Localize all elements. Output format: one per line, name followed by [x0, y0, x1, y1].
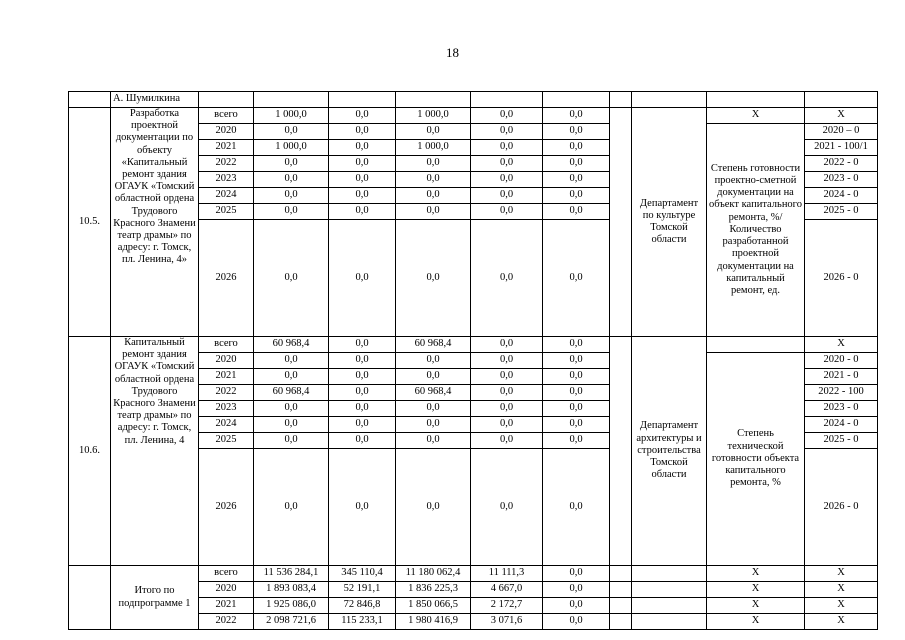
indicator-value: 2026 - 0	[805, 449, 878, 566]
empty-cell	[610, 614, 632, 630]
value-regional: 1 000,0	[396, 108, 471, 124]
year-cell: 2021	[199, 140, 254, 156]
value-federal: 0,0	[329, 401, 396, 417]
cell-name: А. Шумилкина	[111, 92, 199, 108]
indicator-value: 2022 - 0	[805, 156, 878, 172]
value-local: 3 071,6	[471, 614, 543, 630]
value-regional: 0,0	[396, 156, 471, 172]
value-other: 0,0	[543, 172, 610, 188]
empty-cell	[610, 108, 632, 337]
value-regional: 11 180 062,4	[396, 566, 471, 582]
value-total: 0,0	[254, 156, 329, 172]
year-cell: всего	[199, 566, 254, 582]
value-other: 0,0	[543, 401, 610, 417]
value-local: 0,0	[471, 108, 543, 124]
value-local: 0,0	[471, 124, 543, 140]
value-federal: 0,0	[329, 337, 396, 353]
table-row	[69, 337, 878, 353]
section-number: 10.6.	[69, 337, 111, 566]
indicator-x: Х	[707, 566, 805, 582]
indicator-value: 2021 - 0	[805, 369, 878, 385]
table-row-total	[69, 566, 878, 582]
value-total: 60 968,4	[254, 385, 329, 401]
value-other: 0,0	[543, 140, 610, 156]
value-regional: 0,0	[396, 204, 471, 220]
indicator-name: Степень технической готовности объекта капитального ремонта, %	[707, 353, 805, 566]
indicator-x: Х	[707, 614, 805, 630]
year-cell: 2022	[199, 385, 254, 401]
value-federal: 0,0	[329, 353, 396, 369]
indicator-value: Х	[805, 337, 878, 353]
table-body	[69, 92, 878, 630]
value-federal: 0,0	[329, 108, 396, 124]
value-local: 0,0	[471, 156, 543, 172]
empty-cell	[610, 598, 632, 614]
indicator-value: Х	[805, 582, 878, 598]
indicator-value: Х	[805, 598, 878, 614]
value-regional: 1 850 066,5	[396, 598, 471, 614]
indicator-value: 2025 - 0	[805, 204, 878, 220]
value-federal: 0,0	[329, 188, 396, 204]
indicator-value: 2024 - 0	[805, 188, 878, 204]
section-number: 10.5.	[69, 108, 111, 337]
value-other: 0,0	[543, 614, 610, 630]
value-local: 0,0	[471, 172, 543, 188]
value-regional: 60 968,4	[396, 385, 471, 401]
year-cell: всего	[199, 337, 254, 353]
empty-cell	[632, 566, 707, 582]
value-other: 0,0	[543, 156, 610, 172]
department: Департамент по культуре Томской области	[632, 108, 707, 337]
section-name: Разработка проектной документации по объекту «Капитальный ремонт здания ОГАУК «Томский областной ордена Трудового Красного Знамени театр драмы» по адресу: г. Томск, пл. Ленина, 4»	[111, 108, 199, 337]
indicator-name: Степень готовности проектно-сметной документации на объект капитального ремонта, %/ Количество разработанной проектной документации на капитальный ремонт, ед.	[707, 124, 805, 337]
empty-cell	[632, 614, 707, 630]
value-local: 2 172,7	[471, 598, 543, 614]
department: Департамент архитектуры и строительства Томской области	[632, 337, 707, 566]
indicator-value: 2020 - 0	[805, 353, 878, 369]
indicator-value: 2026 - 0	[805, 220, 878, 337]
value-federal: 0,0	[329, 449, 396, 566]
year-cell: 2026	[199, 449, 254, 566]
year-cell: 2023	[199, 172, 254, 188]
value-local: 0,0	[471, 401, 543, 417]
value-other: 0,0	[543, 385, 610, 401]
value-other: 0,0	[543, 433, 610, 449]
indicator-x: Х	[707, 598, 805, 614]
section-name: Капитальный ремонт здания ОГАУК «Томский областной ордена Трудового Красного Знамени театр драмы» по адресу: г. Томск, пл. Ленина, 4	[111, 337, 199, 566]
value-federal: 0,0	[329, 433, 396, 449]
value-local: 0,0	[471, 337, 543, 353]
value-other: 0,0	[543, 220, 610, 337]
value-other: 0,0	[543, 337, 610, 353]
indicator-value: 2023 - 0	[805, 401, 878, 417]
table-row	[69, 108, 878, 124]
value-regional: 0,0	[396, 353, 471, 369]
budget-table	[68, 91, 878, 630]
year-cell: 2021	[199, 598, 254, 614]
value-federal: 0,0	[329, 124, 396, 140]
value-total: 0,0	[254, 204, 329, 220]
empty-cell	[632, 582, 707, 598]
value-total: 0,0	[254, 433, 329, 449]
value-other: 0,0	[543, 566, 610, 582]
value-total: 0,0	[254, 401, 329, 417]
year-cell: 2020	[199, 582, 254, 598]
value-regional: 0,0	[396, 124, 471, 140]
value-federal: 0,0	[329, 204, 396, 220]
value-total: 0,0	[254, 172, 329, 188]
value-local: 0,0	[471, 433, 543, 449]
year-cell: 2024	[199, 417, 254, 433]
value-regional: 0,0	[396, 188, 471, 204]
year-cell: 2020	[199, 124, 254, 140]
value-regional: 1 000,0	[396, 140, 471, 156]
value-federal: 0,0	[329, 369, 396, 385]
value-federal: 72 846,8	[329, 598, 396, 614]
year-cell: 2026	[199, 220, 254, 337]
value-local: 0,0	[471, 140, 543, 156]
value-total: 0,0	[254, 220, 329, 337]
value-regional: 0,0	[396, 369, 471, 385]
value-other: 0,0	[543, 449, 610, 566]
empty-cell	[610, 566, 632, 582]
empty-cell	[610, 582, 632, 598]
value-local: 0,0	[471, 385, 543, 401]
indicator-x: Х	[707, 582, 805, 598]
value-regional: 60 968,4	[396, 337, 471, 353]
year-cell: 2023	[199, 401, 254, 417]
table-row-header-remnant	[69, 92, 878, 108]
value-local: 0,0	[471, 188, 543, 204]
empty-cell	[69, 566, 111, 630]
value-total: 1 000,0	[254, 108, 329, 124]
value-total: 0,0	[254, 417, 329, 433]
indicator-x	[707, 337, 805, 353]
value-federal: 0,0	[329, 385, 396, 401]
value-local: 11 111,3	[471, 566, 543, 582]
value-federal: 0,0	[329, 140, 396, 156]
value-local: 0,0	[471, 204, 543, 220]
value-total: 0,0	[254, 353, 329, 369]
value-total: 0,0	[254, 449, 329, 566]
value-federal: 0,0	[329, 156, 396, 172]
empty-cell	[610, 337, 632, 566]
value-other: 0,0	[543, 108, 610, 124]
value-local: 0,0	[471, 417, 543, 433]
value-regional: 0,0	[396, 433, 471, 449]
value-federal: 0,0	[329, 220, 396, 337]
value-regional: 0,0	[396, 449, 471, 566]
value-other: 0,0	[543, 598, 610, 614]
indicator-value: 2023 - 0	[805, 172, 878, 188]
value-total: 1 925 086,0	[254, 598, 329, 614]
indicator-value: 2021 - 100/1	[805, 140, 878, 156]
value-federal: 345 110,4	[329, 566, 396, 582]
page-number: 18	[446, 45, 459, 60]
value-federal: 0,0	[329, 417, 396, 433]
indicator-value: 2024 - 0	[805, 417, 878, 433]
value-federal: 52 191,1	[329, 582, 396, 598]
value-local: 0,0	[471, 449, 543, 566]
value-regional: 0,0	[396, 220, 471, 337]
indicator-value: 2025 - 0	[805, 433, 878, 449]
value-regional: 1 980 416,9	[396, 614, 471, 630]
indicator-x: Х	[707, 108, 805, 124]
indicator-value: Х	[805, 108, 878, 124]
value-other: 0,0	[543, 582, 610, 598]
value-regional: 1 836 225,3	[396, 582, 471, 598]
value-regional: 0,0	[396, 417, 471, 433]
value-federal: 115 233,1	[329, 614, 396, 630]
value-federal: 0,0	[329, 172, 396, 188]
indicator-value: 2022 - 100	[805, 385, 878, 401]
value-local: 0,0	[471, 369, 543, 385]
year-cell: 2024	[199, 188, 254, 204]
year-cell: 2025	[199, 433, 254, 449]
value-local: 0,0	[471, 220, 543, 337]
year-cell: 2022	[199, 614, 254, 630]
year-cell: 2025	[199, 204, 254, 220]
value-regional: 0,0	[396, 401, 471, 417]
value-other: 0,0	[543, 204, 610, 220]
value-other: 0,0	[543, 417, 610, 433]
cell-empty	[69, 92, 111, 108]
year-cell: 2022	[199, 156, 254, 172]
year-cell: 2020	[199, 353, 254, 369]
value-total: 60 968,4	[254, 337, 329, 353]
value-total: 0,0	[254, 124, 329, 140]
indicator-value: Х	[805, 614, 878, 630]
value-total: 2 098 721,6	[254, 614, 329, 630]
value-local: 0,0	[471, 353, 543, 369]
value-regional: 0,0	[396, 172, 471, 188]
empty-cell	[632, 598, 707, 614]
value-total: 1 000,0	[254, 140, 329, 156]
value-other: 0,0	[543, 188, 610, 204]
indicator-value: Х	[805, 566, 878, 582]
year-cell: всего	[199, 108, 254, 124]
value-other: 0,0	[543, 124, 610, 140]
total-name: Итого по подпрограмме 1	[111, 566, 199, 630]
value-other: 0,0	[543, 369, 610, 385]
value-other: 0,0	[543, 353, 610, 369]
value-total: 1 893 083,4	[254, 582, 329, 598]
indicator-value: 2020 – 0	[805, 124, 878, 140]
value-total: 0,0	[254, 188, 329, 204]
value-total: 0,0	[254, 369, 329, 385]
value-local: 4 667,0	[471, 582, 543, 598]
value-total: 11 536 284,1	[254, 566, 329, 582]
year-cell: 2021	[199, 369, 254, 385]
